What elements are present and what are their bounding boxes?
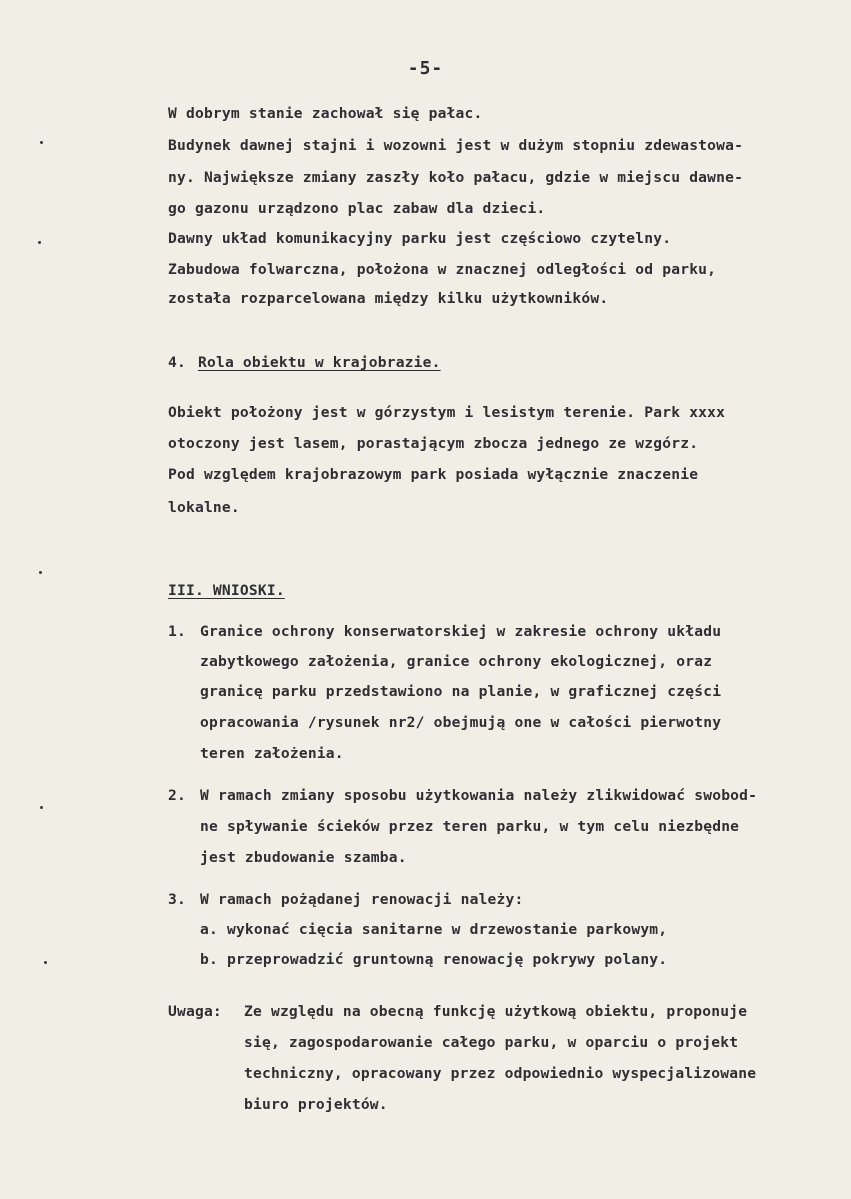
text-line: Zabudowa folwarczna, położona w znacznej odległości od parku, [168,261,717,278]
text-line: Pod względem krajobrazowym park posiada wyłącznie znaczenie [168,466,699,483]
text-line: się, zagospodarowanie całego parku, w oparciu o projekt [244,1034,739,1051]
text-line: go gazonu urządzono plac zabaw dla dzieci. [168,200,546,217]
section-heading: III. WNIOSKI. [168,582,285,599]
text-line: Dawny układ komunikacyjny parku jest częściowo czytelny. [168,230,672,247]
list-item-number: 1. [168,623,186,640]
page-number: -5- [407,58,444,79]
text-line: opracowania /rysunek nr2/ obejmują one w całości pierwotny [200,714,722,731]
text-line: ne spływanie ścieków przez teren parku, w tym celu niezbędne [200,818,740,835]
margin-mark [40,806,43,809]
text-line: teren założenia. [200,745,344,762]
text-line: ny. Największe zmiany zaszły koło pałacu, gdzie w miejscu dawne- [168,169,744,186]
text-line: W ramach pożądanej renowacji należy: [200,891,524,908]
text-line: a. wykonać cięcia sanitarne w drzewostanie parkowym, [200,921,668,938]
text-line: została rozparcelowana między kilku użytkowników. [168,290,609,307]
margin-mark [44,961,47,964]
text-line: Granice ochrony konserwatorskiej w zakresie ochrony układu [200,623,722,640]
note-label: Uwaga: [168,1003,222,1020]
text-line: otoczony jest lasem, porastającym zbocza jednego ze wzgórz. [168,435,699,452]
section-heading: Rola obiektu w krajobrazie. [198,354,441,371]
text-line: granicę parku przedstawiono na planie, w graficznej części [200,683,722,700]
text-line: W dobrym stanie zachował się pałac. [168,105,483,122]
text-line: b. przeprowadzić gruntowną renowację pokrywy polany. [200,951,668,968]
list-item-number: 3. [168,891,186,908]
text-line: W ramach zmiany sposobu użytkowania należy zlikwidować swobod- [200,787,758,804]
text-line: Obiekt położony jest w górzystym i lesistym terenie. Park xxxx [168,404,726,421]
text-line: jest zbudowanie szamba. [200,849,407,866]
text-line: zabytkowego założenia, granice ochrony ekologicznej, oraz [200,653,713,670]
text-line: Budynek dawnej stajni i wozowni jest w dużym stopniu zdewastowa- [168,137,744,154]
text-line: biuro projektów. [244,1096,388,1113]
section-number: 4. [168,354,186,371]
text-line: lokalne. [168,499,240,516]
margin-mark [38,241,41,244]
text-line: Ze względu na obecną funkcję użytkową obiektu, proponuje [244,1003,748,1020]
margin-mark [39,571,42,574]
list-item-number: 2. [168,787,186,804]
margin-mark [40,141,43,144]
text-line: techniczny, opracowany przez odpowiednio wyspecjalizowane [244,1065,757,1082]
